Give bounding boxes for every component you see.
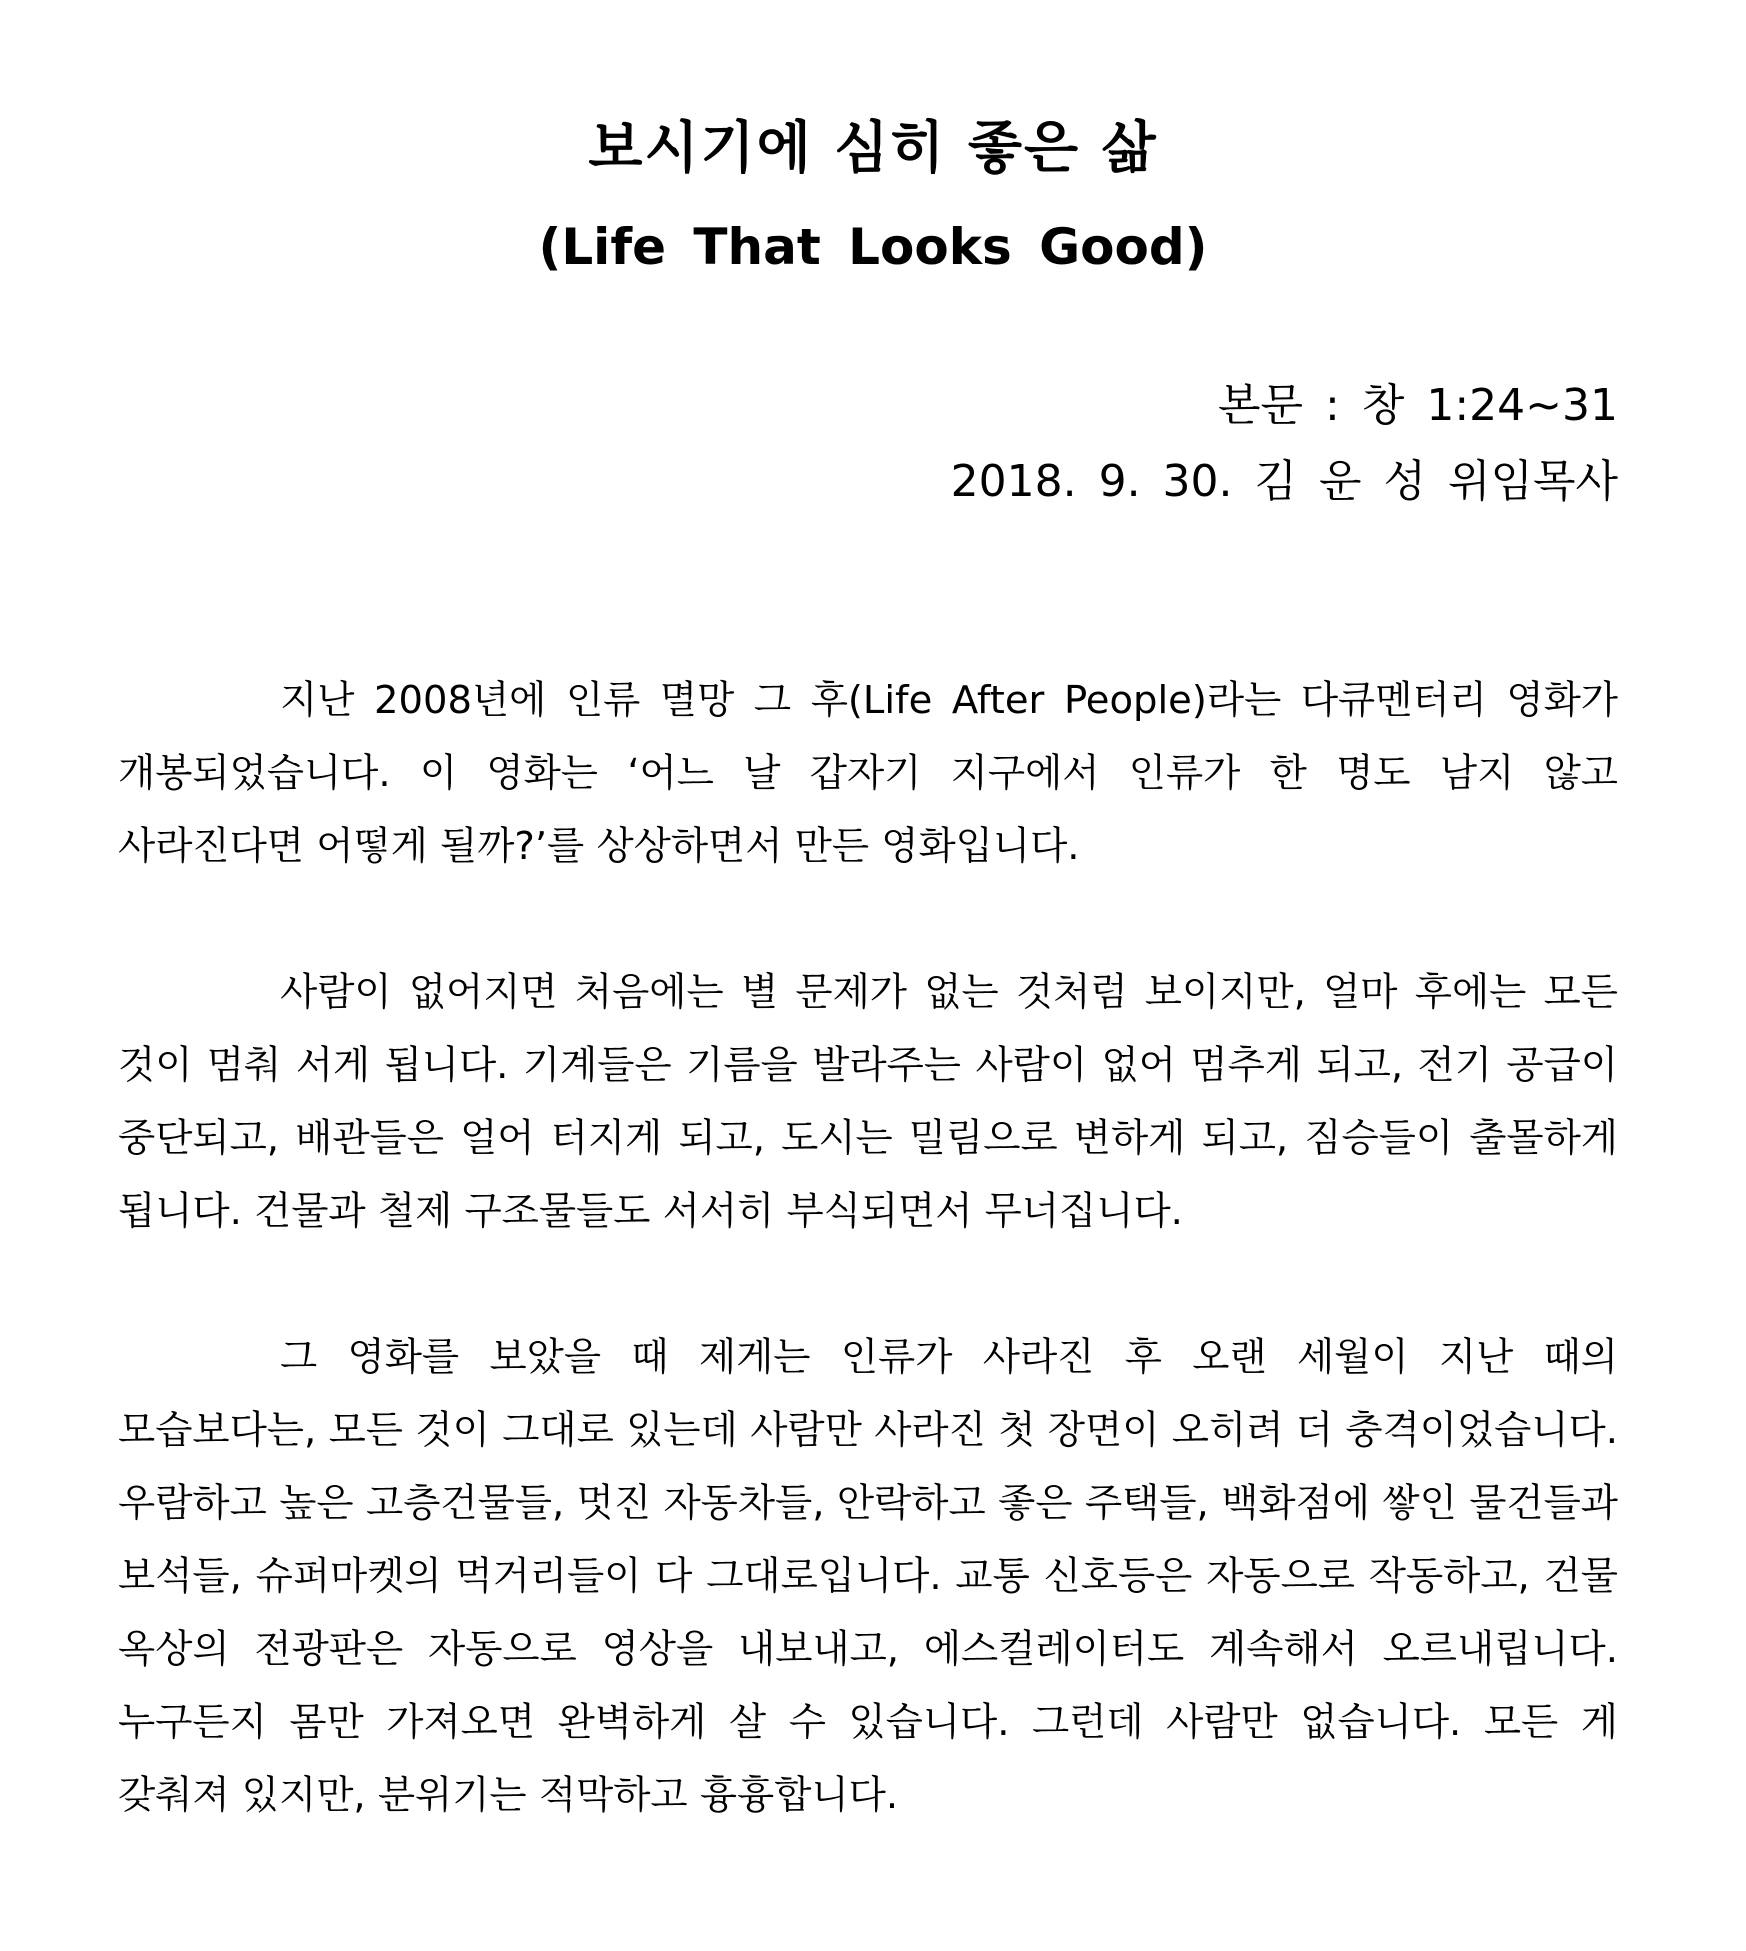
document-subtitle: (Life That Looks Good) <box>538 218 1208 276</box>
paragraph-3: 그 영화를 보았을 때 제게는 인류가 사라진 후 오랜 세월이 지난 때의 모습보다는, 모든 것이 그대로 있는데 사람만 사라진 첫 장면이 오히려 더 충격이었습니다. 우람하고 높은 고층건물들, 멋진 자동차들, 안락하고 좋은 주택들, 백화점에 쌓인 물건들과 보석들, 슈퍼마켓의 먹거리들이 다 그대로입니다. 교통 신호등은 자동으로 작동하고, 건물 옥상의 전광판은 자동으로 영상을 내보내고, 에스컬레이터도 계속해서 오르내립니다. 누구든지 몸만 가져오면 완벽하게 살 수 있습니다. 그런데 사람만 없습니다. 모든 게 갖춰져 있지만, 분위기는 적막하고 흉흉합니다. <box>118 1335 1618 1818</box>
scripture-reference: 본문 : 창 1:24~31 <box>1218 380 1618 431</box>
date-and-author: 2018. 9. 30. 김 운 성 위임목사 <box>950 456 1618 507</box>
document-body <box>118 664 1618 1905</box>
paragraph-2: 사람이 없어지면 처음에는 별 문제가 없는 것처럼 보이지만, 얼마 후에는 모든 것이 멈춰 서게 됩니다. 기계들은 기름을 발라주는 사람이 없어 멈추게 되고, 전기 공급이 중단되고, 배관들은 얼어 터지게 되고, 도시는 밀림으로 변하게 되고, 짐승들이 출몰하게 됩니다. 건물과 철제 구조물들도 서서히 부식되면서 무너집니다. <box>118 970 1618 1234</box>
document-title: 보시기에 심히 좋은 삶 <box>588 116 1158 181</box>
paragraph-1: 지난 2008년에 인류 멸망 그 후(Life After People)라는 다큐멘터리 영화가 개봉되었습니다. 이 영화는 ‘어느 날 갑자기 지구에서 인류가 한 명도 남지 않고 사라진다면 어떻게 될까?’를 상상하면서 만든 영화입니다. <box>118 678 1618 869</box>
